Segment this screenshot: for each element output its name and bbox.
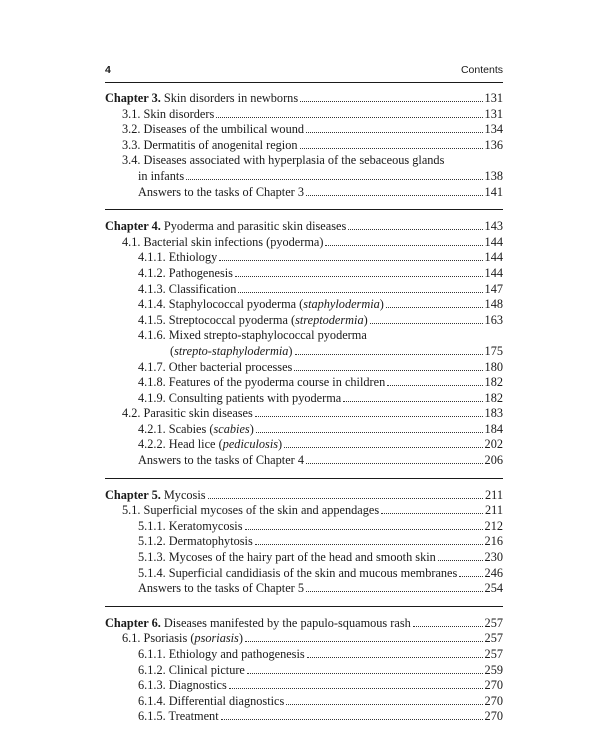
chapter-heading[interactable] xyxy=(105,616,503,632)
toc-entry[interactable] xyxy=(105,581,503,597)
entry-title-latin: psoriasis xyxy=(194,631,239,646)
entry-title: 4.1. Bacterial skin infections (pyoderma) xyxy=(122,234,324,249)
leader-dots xyxy=(216,117,482,118)
toc-entry[interactable] xyxy=(105,566,503,582)
toc-entry[interactable] xyxy=(105,375,503,391)
table-of-contents xyxy=(105,91,503,725)
leader-dots xyxy=(245,641,483,642)
running-title: Contents xyxy=(460,64,503,76)
leader-dots xyxy=(370,323,483,324)
leader-dots xyxy=(295,354,483,355)
leader-dots xyxy=(381,513,483,514)
leader-dots xyxy=(247,673,483,674)
entry-title-line2: in infants xyxy=(138,168,185,183)
entry-title: Answers to the tasks of Chapter 4 xyxy=(138,453,304,468)
leader-dots xyxy=(306,132,483,133)
entry-title: 5.1.2. Dermatophytosis xyxy=(138,534,253,549)
page-ref: 182 xyxy=(484,390,503,405)
page-ref: 148 xyxy=(484,297,503,312)
page-ref: 270 xyxy=(484,693,503,708)
leader-dots xyxy=(219,260,482,261)
chapter-title: Mycosis xyxy=(160,487,206,502)
page-ref: 131 xyxy=(484,106,503,121)
running-head xyxy=(105,64,503,76)
toc-entry[interactable] xyxy=(105,297,503,313)
toc-entry[interactable] xyxy=(105,250,503,266)
leader-dots xyxy=(306,195,483,196)
page-ref: 144 xyxy=(484,234,503,249)
entry-title: 6.1.4. Differential diagnostics xyxy=(138,693,285,708)
chapter-title: Diseases manifested by the papulo-squamous rash xyxy=(160,615,411,630)
toc-entry[interactable] xyxy=(105,453,503,469)
leader-dots xyxy=(413,626,483,627)
entry-title: 4.1.3. Classification xyxy=(138,281,237,296)
leader-dots xyxy=(386,307,483,308)
page-ref: 163 xyxy=(484,312,503,327)
page-ref: 246 xyxy=(484,565,503,580)
toc-entry[interactable] xyxy=(105,266,503,282)
entry-title-post: ) xyxy=(288,343,293,358)
chapter-3-section xyxy=(105,91,503,200)
leader-dots xyxy=(300,148,483,149)
leader-dots xyxy=(255,544,483,545)
toc-entry[interactable] xyxy=(105,313,503,329)
chapter-heading[interactable] xyxy=(105,488,503,504)
chapter-4-section xyxy=(105,209,503,469)
entry-title: Answers to the tasks of Chapter 3 xyxy=(138,184,304,199)
entry-title: 5.1.4. Superficial candidiasis of the skin and mucous membranes xyxy=(138,565,458,580)
leader-dots xyxy=(208,498,483,499)
entry-title: 5.1.1. Keratomycosis xyxy=(138,518,243,533)
leader-dots xyxy=(256,432,483,433)
toc-entry[interactable] xyxy=(105,647,503,663)
entry-title: 6.1.3. Diagnostics xyxy=(138,678,227,693)
entry-title: 5.1.3. Mycoses of the hairy part of the head and smooth skin xyxy=(138,550,436,565)
toc-entry-multiline[interactable] xyxy=(105,328,503,359)
leader-dots xyxy=(306,591,483,592)
leader-dots xyxy=(306,463,483,464)
page-ref: 144 xyxy=(484,250,503,265)
entry-title: 6.1.1. Ethiology and pathogenesis xyxy=(138,647,305,661)
entry-title: 4.1.1. Ethiology xyxy=(138,250,218,265)
page-ref: 211 xyxy=(485,503,503,518)
entry-title-post: ) xyxy=(249,421,254,436)
page-ref: 138 xyxy=(484,168,503,183)
entry-title: 4.2. Parasitic skin diseases xyxy=(122,406,253,421)
leader-dots xyxy=(294,370,482,371)
entry-title-pre: 4.2.2. Head lice ( xyxy=(138,437,223,452)
entry-title-pre: 6.1. Psoriasis ( xyxy=(122,631,195,646)
toc-entry-multiline[interactable] xyxy=(105,153,503,184)
page-ref: 254 xyxy=(484,581,503,596)
entry-title-line1: 4.1.6. Mixed strepto-staphylococcal pyoderma xyxy=(138,328,367,343)
entry-title: 3.1. Skin disorders xyxy=(122,106,215,121)
page-ref: 131 xyxy=(484,91,503,105)
leader-dots xyxy=(459,576,482,577)
chapter-6-section xyxy=(105,606,503,725)
page-ref: 184 xyxy=(484,421,503,436)
entry-title-post: ) xyxy=(363,312,368,327)
entry-title-pre: 4.1.4. Staphylococcal pyoderma ( xyxy=(138,297,304,312)
leader-dots xyxy=(343,401,482,402)
page-ref: 259 xyxy=(484,662,503,677)
toc-entry[interactable] xyxy=(105,709,503,725)
entry-title-post: ) xyxy=(278,437,283,452)
leader-dots xyxy=(221,719,483,720)
toc-entry[interactable] xyxy=(105,503,503,519)
chapter-label: Chapter 6. xyxy=(105,615,161,630)
page-ref: 147 xyxy=(484,281,503,296)
leader-dots xyxy=(235,276,483,277)
entry-title-post: ) xyxy=(379,297,384,312)
leader-dots xyxy=(300,101,482,102)
toc-entry[interactable] xyxy=(105,185,503,201)
page-ref: 216 xyxy=(484,534,503,549)
chapter-title: Pyoderma and parasitic skin diseases xyxy=(160,219,347,234)
page-ref: 180 xyxy=(484,359,503,374)
leader-dots xyxy=(307,657,483,658)
toc-entry[interactable] xyxy=(105,282,503,298)
leader-dots xyxy=(325,245,482,246)
leader-dots xyxy=(348,229,482,230)
page-ref: 257 xyxy=(484,615,503,630)
entry-title-pre: 4.2.1. Scabies ( xyxy=(138,421,214,436)
toc-entry[interactable] xyxy=(105,122,503,138)
toc-entry[interactable] xyxy=(105,550,503,566)
toc-entry[interactable] xyxy=(105,663,503,679)
entry-title: 4.1.9. Consulting patients with pyoderma xyxy=(138,390,342,405)
leader-dots xyxy=(186,179,482,180)
toc-entry[interactable] xyxy=(105,391,503,407)
leader-dots xyxy=(284,447,482,448)
toc-entry[interactable] xyxy=(105,534,503,550)
toc-entry[interactable] xyxy=(105,519,503,535)
page-ref: 183 xyxy=(484,406,503,421)
entry-title: 4.1.7. Other bacterial processes xyxy=(138,359,293,374)
toc-entry[interactable] xyxy=(105,138,503,154)
page-ref: 206 xyxy=(484,453,503,468)
entry-title: 3.3. Dermatitis of anogenital region xyxy=(122,137,298,152)
page-ref: 212 xyxy=(484,518,503,533)
page-ref: 270 xyxy=(484,678,503,693)
page-number: 4 xyxy=(105,64,111,76)
page-ref: 134 xyxy=(484,122,503,137)
entry-title: Answers to the tasks of Chapter 5 xyxy=(138,581,304,596)
entry-title: 3.2. Diseases of the umbilical wound xyxy=(122,122,305,137)
page-ref: 257 xyxy=(484,647,503,661)
chapter-heading[interactable] xyxy=(105,91,503,107)
leader-dots xyxy=(286,704,482,705)
entry-title-post: ) xyxy=(238,631,243,646)
toc-entry[interactable] xyxy=(105,631,503,647)
chapter-5-section xyxy=(105,478,503,597)
leader-dots xyxy=(245,529,483,530)
toc-entry[interactable] xyxy=(105,406,503,422)
entry-title-latin: strepto-staphylodermia xyxy=(174,343,289,358)
entry-title-line1: 3.4. Diseases associated with hyperplasia of the sebaceous glands xyxy=(122,153,445,168)
leader-dots xyxy=(238,292,482,293)
toc-entry[interactable] xyxy=(105,678,503,694)
page-ref: 230 xyxy=(484,550,503,565)
entry-title-pre: ( xyxy=(170,343,175,358)
leader-dots xyxy=(387,385,482,386)
page-ref: 144 xyxy=(484,265,503,280)
page-ref: 202 xyxy=(484,437,503,452)
page-ref: 141 xyxy=(484,184,503,199)
toc-entry[interactable] xyxy=(105,694,503,710)
toc-entry[interactable] xyxy=(105,107,503,123)
chapter-label: Chapter 4. xyxy=(105,219,161,234)
toc-entry[interactable] xyxy=(105,360,503,376)
leader-dots xyxy=(229,688,483,689)
leader-dots xyxy=(438,560,483,561)
entry-title-latin: scabies xyxy=(213,421,250,436)
page-ref: 175 xyxy=(484,343,503,358)
page-ref: 136 xyxy=(484,137,503,152)
entry-title-latin: pediculosis xyxy=(222,437,279,452)
toc-entry[interactable] xyxy=(105,235,503,251)
chapter-title: Skin disorders in newborns xyxy=(160,91,299,105)
chapter-label: Chapter 3. xyxy=(105,91,161,105)
entry-title-latin: staphylodermia xyxy=(303,297,380,312)
page-ref: 182 xyxy=(484,375,503,390)
entry-title: 5.1. Superficial mycoses of the skin and appendages xyxy=(122,503,380,518)
chapter-heading[interactable] xyxy=(105,219,503,235)
header-rule xyxy=(105,82,503,83)
page-ref: 143 xyxy=(484,219,503,234)
leader-dots xyxy=(255,416,483,417)
page-ref: 270 xyxy=(484,709,503,724)
toc-entry[interactable] xyxy=(105,422,503,438)
page-ref: 257 xyxy=(484,631,503,646)
entry-title: 4.1.8. Features of the pyoderma course in children xyxy=(138,375,386,390)
entry-title-pre: 4.1.5. Streptococcal pyoderma ( xyxy=(138,312,296,327)
entry-title: 6.1.5. Treatment xyxy=(138,709,219,724)
entry-title: 4.1.2. Pathogenesis xyxy=(138,265,233,280)
entry-title-latin: streptodermia xyxy=(295,312,364,327)
page-ref: 211 xyxy=(485,487,503,502)
toc-entry[interactable] xyxy=(105,437,503,453)
entry-title: 6.1.2. Clinical picture xyxy=(138,662,245,677)
chapter-label: Chapter 5. xyxy=(105,487,161,502)
